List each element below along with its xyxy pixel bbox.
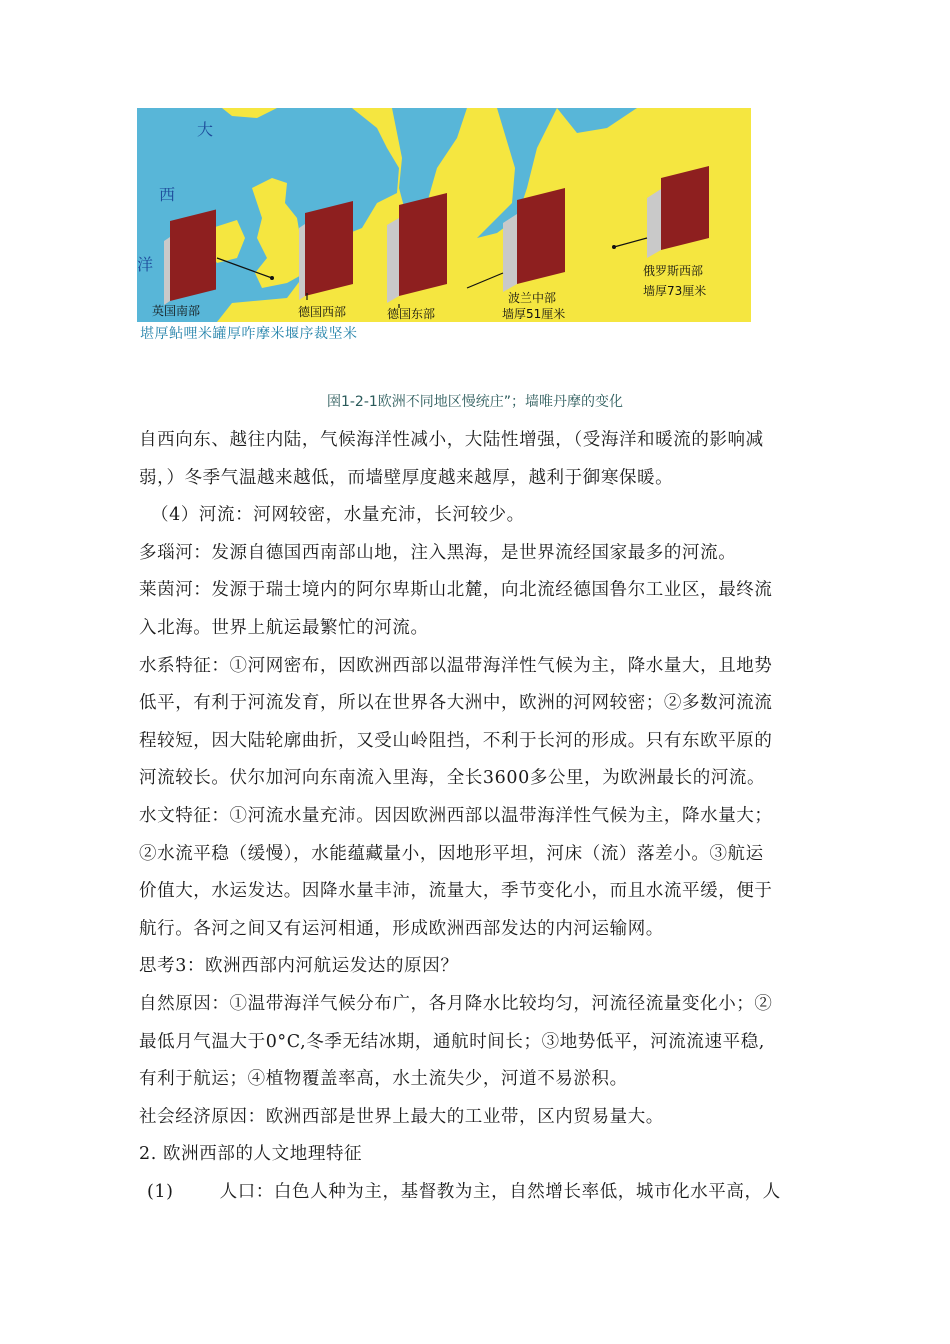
- text-line-3: 多瑙河：发源自德国西南部山地，注入黑海，是世界流经国家最多的河流。: [139, 542, 737, 563]
- wall-note-4: 墙厚73厘米: [643, 284, 707, 298]
- text-line-12: 价值大，水运发达。因降水量丰沛，流量大，季节变化小，而且水流平缓，便于: [139, 881, 773, 902]
- text-line-16: 最低月气温大于0°C,冬季无结冰期，通航时间长；③地势低平，河流流速平稳,: [139, 1031, 765, 1052]
- text-line-4: 莱茵河：发源于瑞士境内的阿尔卑斯山北麓，向北流经德国鲁尔工业区，最终流: [139, 580, 773, 601]
- wall-label-4: 俄罗斯西部: [643, 264, 704, 278]
- list-number: (1): [147, 1181, 174, 1202]
- text-line-13: 航行。各河之间又有运河相通，形成欧洲西部发达的内河运输网。: [139, 918, 664, 939]
- brick-wall-west-germany: [299, 201, 353, 300]
- text-line-9: 河流较长。伏尔加河向东南流入里海，全长3600多公里，为欧洲最长的河流。: [139, 768, 766, 789]
- text-line-10: 水文特征：①河流水量充沛。因因欧洲西部以温带海洋性气候为主，降水量大；: [139, 805, 773, 826]
- text-line-17: 有利于航运；④植物覆盖率高，水土流失少，河道不易淤积。: [139, 1069, 628, 1090]
- wall-label-2: 德国东部: [387, 307, 436, 321]
- map-label-1: 西: [159, 185, 176, 204]
- text-line-19: 2. 欧洲西部的人文地理特征: [139, 1144, 363, 1165]
- europe-map-illustration: [137, 108, 751, 322]
- text-line-5: 入北海。世界上航运最繁忙的河流。: [139, 617, 429, 638]
- list-text: 人口：白色人种为主，基督教为主，自然增长率低，城市化水平高，人: [219, 1181, 781, 1202]
- figure-sub-caption: 堪厚鲇哩米罐厚咋摩米堰序裁坚米: [140, 326, 358, 342]
- text-line-1: 弱，）冬季气温越来越低，而墙壁厚度越来越厚，越利于御寒保暖。: [139, 467, 674, 488]
- text-line-7: 低平，有利于河流发育，所以在世界各大洲中，欧洲的河网较密；②多数河流流: [139, 693, 773, 714]
- text-line-14: 思考3：欧洲西部内河航运发达的原因？: [139, 956, 459, 977]
- text-line-15: 自然原因：①温带海洋气候分布广，各月降水比较均匀，河流径流量变化小；②: [139, 993, 773, 1014]
- text-line-18: 社会经济原因：欧洲西部是世界上最大的工业带，区内贸易量大。: [139, 1106, 664, 1127]
- wall-note-3: 墙厚51厘米: [502, 307, 566, 321]
- map-label-2: 洋: [137, 255, 154, 274]
- map-label-0: 大: [197, 120, 214, 139]
- wall-label-3: 波兰中部: [508, 291, 557, 305]
- body-text: [139, 422, 819, 1211]
- wall-label-0: 英国南部: [152, 304, 201, 318]
- text-line-2: （4）河流：河网较密，水量充沛，长河较少。: [151, 505, 525, 526]
- text-line-8: 程较短，因大陆轮廓曲折，又受山岭阻挡，不利于长河的形成。只有东欧平原的: [139, 730, 773, 751]
- text-line-6: 水系特征：①河网密布，因欧洲西部以温带海洋性气候为主，降水量大，且地势: [139, 655, 773, 676]
- text-line-11: ②水流平稳（缓慢），水能蕴藏量小，因地形平坦，河床（流）落差小。③航运: [139, 843, 764, 864]
- figure-title: 圉1-2-1欧洲不同地区慢统庄”；墙唯丹摩的变化: [326, 394, 624, 410]
- wall-thickness-map: [137, 108, 751, 322]
- text-line-20: [139, 1174, 819, 1212]
- wall-label-1: 德国西部: [298, 305, 347, 319]
- text-line-0: 自西向东、越往内陆，气候海洋性减小，大陆性增强，（受海洋和暖流的影响减: [139, 430, 764, 450]
